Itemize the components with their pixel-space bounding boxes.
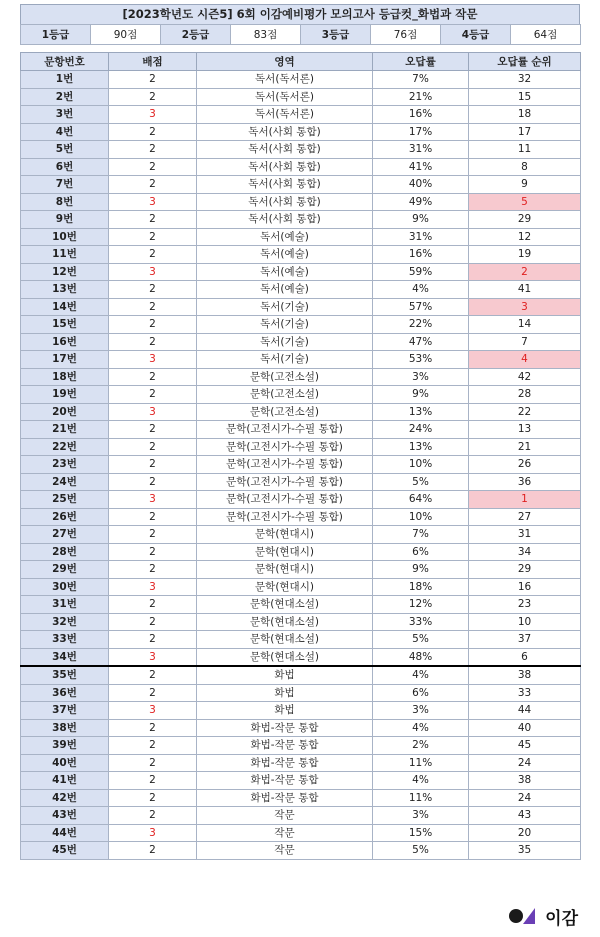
error-rank: 21 [469, 438, 581, 456]
question-number: 14번 [21, 298, 109, 316]
table-row [21, 176, 581, 194]
error-rate: 3% [373, 807, 469, 825]
question-points: 3 [109, 491, 197, 509]
question-number: 16번 [21, 333, 109, 351]
error-rank: 32 [469, 71, 581, 89]
question-number: 17번 [21, 351, 109, 369]
report-title: [2023학년도 시즌5] 6회 이감예비평가 모의고사 등급컷_화법과 작문 [20, 4, 580, 24]
error-rate: 5% [373, 473, 469, 491]
col-header-area: 영역 [197, 53, 373, 71]
question-number: 38번 [21, 719, 109, 737]
question-number: 15번 [21, 316, 109, 334]
question-points: 2 [109, 596, 197, 614]
question-number: 20번 [21, 403, 109, 421]
question-points: 2 [109, 71, 197, 89]
col-header-points: 배점 [109, 53, 197, 71]
error-rank: 8 [469, 158, 581, 176]
error-rate: 57% [373, 298, 469, 316]
grade-label: 4등급 [441, 25, 511, 45]
table-row [21, 316, 581, 334]
question-number: 34번 [21, 648, 109, 666]
question-area: 작문 [197, 824, 373, 842]
question-area: 독서(예술) [197, 281, 373, 299]
table-row [21, 807, 581, 825]
error-rate: 59% [373, 263, 469, 281]
question-number: 23번 [21, 456, 109, 474]
question-area: 화법-작문 통합 [197, 754, 373, 772]
grade-score: 90점 [91, 25, 161, 45]
question-points: 2 [109, 772, 197, 790]
question-area: 문학(현대시) [197, 578, 373, 596]
error-rank: 12 [469, 228, 581, 246]
question-area: 독서(기술) [197, 351, 373, 369]
question-points: 2 [109, 737, 197, 755]
question-area: 작문 [197, 842, 373, 860]
error-rank: 29 [469, 211, 581, 229]
table-row [21, 71, 581, 89]
question-number: 43번 [21, 807, 109, 825]
error-rank: 41 [469, 281, 581, 299]
table-row [21, 263, 581, 281]
error-rate: 17% [373, 123, 469, 141]
table-row [21, 141, 581, 159]
error-rank: 6 [469, 648, 581, 666]
table-row [21, 491, 581, 509]
error-rate: 40% [373, 176, 469, 194]
question-points: 2 [109, 456, 197, 474]
error-rank: 18 [469, 106, 581, 124]
table-row [21, 754, 581, 772]
question-number: 13번 [21, 281, 109, 299]
error-rate: 7% [373, 71, 469, 89]
error-rate: 2% [373, 737, 469, 755]
error-rate: 21% [373, 88, 469, 106]
error-rate: 9% [373, 211, 469, 229]
question-points: 3 [109, 824, 197, 842]
question-area: 문학(현대소설) [197, 631, 373, 649]
question-number: 32번 [21, 613, 109, 631]
table-row [21, 421, 581, 439]
question-number: 3번 [21, 106, 109, 124]
table-row [21, 246, 581, 264]
question-number: 4번 [21, 123, 109, 141]
question-number: 1번 [21, 71, 109, 89]
question-number: 39번 [21, 737, 109, 755]
question-number: 30번 [21, 578, 109, 596]
table-row [21, 386, 581, 404]
question-points: 3 [109, 578, 197, 596]
question-points: 3 [109, 403, 197, 421]
table-row [21, 842, 581, 860]
question-number: 6번 [21, 158, 109, 176]
table-row [21, 368, 581, 386]
error-rank: 28 [469, 386, 581, 404]
error-rate: 4% [373, 719, 469, 737]
grade-label: 2등급 [161, 25, 231, 45]
error-rate: 11% [373, 789, 469, 807]
error-rate: 41% [373, 158, 469, 176]
error-rank: 43 [469, 807, 581, 825]
table-row [21, 737, 581, 755]
error-rank: 11 [469, 141, 581, 159]
question-points: 2 [109, 526, 197, 544]
question-area: 문학(고전소설) [197, 386, 373, 404]
question-points: 2 [109, 298, 197, 316]
question-number: 36번 [21, 684, 109, 702]
error-rank: 9 [469, 176, 581, 194]
question-area: 문학(고전시가-수필 통합) [197, 456, 373, 474]
question-area: 문학(현대시) [197, 561, 373, 579]
table-row [21, 473, 581, 491]
question-area: 문학(고전시가-수필 통합) [197, 438, 373, 456]
question-points: 2 [109, 421, 197, 439]
error-rank: 44 [469, 702, 581, 720]
error-rate: 7% [373, 526, 469, 544]
table-row [21, 298, 581, 316]
table-row [21, 438, 581, 456]
question-points: 2 [109, 88, 197, 106]
error-rate: 4% [373, 666, 469, 684]
error-rank: 20 [469, 824, 581, 842]
grade-score: 76점 [371, 25, 441, 45]
question-number: 11번 [21, 246, 109, 264]
error-rank: 16 [469, 578, 581, 596]
question-number: 8번 [21, 193, 109, 211]
grade-score: 64점 [511, 25, 581, 45]
question-area: 문학(고전시가-수필 통합) [197, 421, 373, 439]
question-area: 독서(기술) [197, 316, 373, 334]
error-rate: 3% [373, 368, 469, 386]
error-rate: 6% [373, 543, 469, 561]
question-points: 2 [109, 211, 197, 229]
question-area: 화법 [197, 684, 373, 702]
error-rate: 12% [373, 596, 469, 614]
error-rate: 48% [373, 648, 469, 666]
error-rate: 10% [373, 508, 469, 526]
question-area: 독서(기술) [197, 298, 373, 316]
error-rank: 10 [469, 613, 581, 631]
question-number: 12번 [21, 263, 109, 281]
error-rank: 33 [469, 684, 581, 702]
error-rate: 4% [373, 772, 469, 790]
table-row [21, 596, 581, 614]
brand-name: 이감 [545, 908, 578, 929]
question-points: 2 [109, 473, 197, 491]
error-rate: 4% [373, 281, 469, 299]
question-number: 21번 [21, 421, 109, 439]
col-header-number: 문항번호 [21, 53, 109, 71]
error-rate: 24% [373, 421, 469, 439]
question-area: 독서(예술) [197, 228, 373, 246]
question-points: 2 [109, 684, 197, 702]
table-row [21, 211, 581, 229]
error-rank: 14 [469, 316, 581, 334]
question-points: 2 [109, 543, 197, 561]
question-number: 10번 [21, 228, 109, 246]
error-rate: 18% [373, 578, 469, 596]
error-rank: 3 [469, 298, 581, 316]
error-rank: 42 [469, 368, 581, 386]
question-area: 화법-작문 통합 [197, 789, 373, 807]
table-row [21, 648, 581, 666]
error-rank: 24 [469, 754, 581, 772]
question-number: 44번 [21, 824, 109, 842]
error-rank: 22 [469, 403, 581, 421]
question-number: 31번 [21, 596, 109, 614]
question-points: 2 [109, 807, 197, 825]
question-points: 3 [109, 351, 197, 369]
error-rank: 17 [469, 123, 581, 141]
question-points: 3 [109, 648, 197, 666]
question-number: 37번 [21, 702, 109, 720]
table-row [21, 508, 581, 526]
question-number: 19번 [21, 386, 109, 404]
question-area: 화법 [197, 702, 373, 720]
question-area: 문학(고전시가-수필 통합) [197, 508, 373, 526]
table-row [21, 88, 581, 106]
error-rank: 38 [469, 772, 581, 790]
table-row [21, 578, 581, 596]
error-rate: 13% [373, 403, 469, 421]
question-number: 29번 [21, 561, 109, 579]
question-points: 2 [109, 316, 197, 334]
error-rate: 64% [373, 491, 469, 509]
table-row [21, 403, 581, 421]
question-points: 2 [109, 561, 197, 579]
question-area: 독서(예술) [197, 246, 373, 264]
error-rank: 29 [469, 561, 581, 579]
question-points: 3 [109, 263, 197, 281]
question-points: 2 [109, 228, 197, 246]
error-rank: 24 [469, 789, 581, 807]
error-rank: 45 [469, 737, 581, 755]
question-area: 독서(사회 통합) [197, 123, 373, 141]
table-row [21, 631, 581, 649]
error-rate: 22% [373, 316, 469, 334]
question-number: 7번 [21, 176, 109, 194]
error-rank: 1 [469, 491, 581, 509]
logo-mark-icon [509, 906, 539, 926]
question-number: 18번 [21, 368, 109, 386]
question-area: 문학(고전시가-수필 통합) [197, 491, 373, 509]
brand-logo [509, 904, 578, 928]
question-area: 독서(사회 통합) [197, 211, 373, 229]
table-row [21, 824, 581, 842]
question-points: 2 [109, 631, 197, 649]
question-number: 35번 [21, 666, 109, 684]
error-rank: 34 [469, 543, 581, 561]
table-row [21, 543, 581, 561]
col-header-error-rank: 오답률 순위 [469, 53, 581, 71]
question-area: 화법-작문 통합 [197, 737, 373, 755]
error-rate: 15% [373, 824, 469, 842]
question-points: 2 [109, 386, 197, 404]
table-row [21, 684, 581, 702]
error-rate: 9% [373, 386, 469, 404]
question-points: 2 [109, 368, 197, 386]
question-number: 25번 [21, 491, 109, 509]
table-row [21, 666, 581, 684]
error-rank: 4 [469, 351, 581, 369]
error-rate: 13% [373, 438, 469, 456]
question-number: 5번 [21, 141, 109, 159]
question-number: 45번 [21, 842, 109, 860]
error-rate: 10% [373, 456, 469, 474]
error-rate: 47% [373, 333, 469, 351]
error-rate: 16% [373, 246, 469, 264]
question-area: 독서(독서론) [197, 106, 373, 124]
question-number: 28번 [21, 543, 109, 561]
error-rank: 37 [469, 631, 581, 649]
error-rate: 33% [373, 613, 469, 631]
question-area: 독서(기술) [197, 333, 373, 351]
error-rate: 9% [373, 561, 469, 579]
question-area: 독서(독서론) [197, 71, 373, 89]
question-area: 작문 [197, 807, 373, 825]
grade-label: 1등급 [21, 25, 91, 45]
error-rate: 53% [373, 351, 469, 369]
error-rank: 7 [469, 333, 581, 351]
question-points: 3 [109, 106, 197, 124]
table-row [21, 526, 581, 544]
question-area: 문학(현대소설) [197, 613, 373, 631]
table-row [21, 351, 581, 369]
question-points: 2 [109, 613, 197, 631]
table-row [21, 228, 581, 246]
question-points: 2 [109, 842, 197, 860]
question-area: 독서(사회 통합) [197, 193, 373, 211]
grade-cut-table [20, 24, 581, 45]
question-area: 독서(독서론) [197, 88, 373, 106]
question-points: 2 [109, 246, 197, 264]
question-points: 2 [109, 789, 197, 807]
error-rank: 36 [469, 473, 581, 491]
grade-label: 3등급 [301, 25, 371, 45]
error-rank: 2 [469, 263, 581, 281]
question-area: 독서(예술) [197, 263, 373, 281]
question-points: 3 [109, 193, 197, 211]
question-number: 2번 [21, 88, 109, 106]
question-number: 9번 [21, 211, 109, 229]
table-row [21, 772, 581, 790]
error-rank: 31 [469, 526, 581, 544]
table-header-row [21, 53, 581, 71]
table-row [21, 613, 581, 631]
question-points: 2 [109, 666, 197, 684]
table-row [21, 158, 581, 176]
question-area: 화법-작문 통합 [197, 772, 373, 790]
table-row [21, 106, 581, 124]
error-rate: 49% [373, 193, 469, 211]
error-rank: 23 [469, 596, 581, 614]
col-header-error-rate: 오답률 [373, 53, 469, 71]
question-area: 독서(사회 통합) [197, 176, 373, 194]
question-area: 문학(현대시) [197, 526, 373, 544]
error-rate: 11% [373, 754, 469, 772]
error-rate: 16% [373, 106, 469, 124]
question-points: 2 [109, 508, 197, 526]
question-points: 2 [109, 754, 197, 772]
question-number: 27번 [21, 526, 109, 544]
question-area: 화법 [197, 666, 373, 684]
question-number: 41번 [21, 772, 109, 790]
question-points: 2 [109, 141, 197, 159]
question-area: 문학(현대소설) [197, 648, 373, 666]
table-row [21, 123, 581, 141]
question-area: 화법-작문 통합 [197, 719, 373, 737]
question-area: 문학(현대소설) [197, 596, 373, 614]
error-rank: 15 [469, 88, 581, 106]
question-number: 40번 [21, 754, 109, 772]
question-points: 2 [109, 158, 197, 176]
question-area: 문학(고전시가-수필 통합) [197, 473, 373, 491]
error-rank: 38 [469, 666, 581, 684]
question-number: 22번 [21, 438, 109, 456]
error-rate: 31% [373, 228, 469, 246]
error-rank: 27 [469, 508, 581, 526]
question-area: 독서(사회 통합) [197, 158, 373, 176]
question-number: 24번 [21, 473, 109, 491]
error-rate: 6% [373, 684, 469, 702]
grade-cut-row [21, 25, 581, 45]
table-row [21, 193, 581, 211]
error-rank: 40 [469, 719, 581, 737]
table-row [21, 719, 581, 737]
question-points: 2 [109, 123, 197, 141]
error-rank: 26 [469, 456, 581, 474]
table-row [21, 789, 581, 807]
table-row [21, 333, 581, 351]
table-row [21, 702, 581, 720]
error-rank: 35 [469, 842, 581, 860]
error-rank: 5 [469, 193, 581, 211]
score-report [20, 4, 580, 860]
question-number: 33번 [21, 631, 109, 649]
error-rank: 19 [469, 246, 581, 264]
question-number: 26번 [21, 508, 109, 526]
question-table [20, 52, 581, 860]
error-rate: 31% [373, 141, 469, 159]
table-row [21, 456, 581, 474]
question-area: 문학(고전소설) [197, 368, 373, 386]
question-area: 독서(사회 통합) [197, 141, 373, 159]
question-number: 42번 [21, 789, 109, 807]
question-points: 3 [109, 702, 197, 720]
question-points: 2 [109, 176, 197, 194]
error-rate: 3% [373, 702, 469, 720]
question-points: 2 [109, 438, 197, 456]
error-rank: 13 [469, 421, 581, 439]
table-row [21, 281, 581, 299]
question-points: 2 [109, 281, 197, 299]
error-rate: 5% [373, 842, 469, 860]
question-area: 문학(현대시) [197, 543, 373, 561]
table-row [21, 561, 581, 579]
question-area: 문학(고전소설) [197, 403, 373, 421]
error-rate: 5% [373, 631, 469, 649]
question-points: 2 [109, 333, 197, 351]
grade-score: 83점 [231, 25, 301, 45]
question-points: 2 [109, 719, 197, 737]
